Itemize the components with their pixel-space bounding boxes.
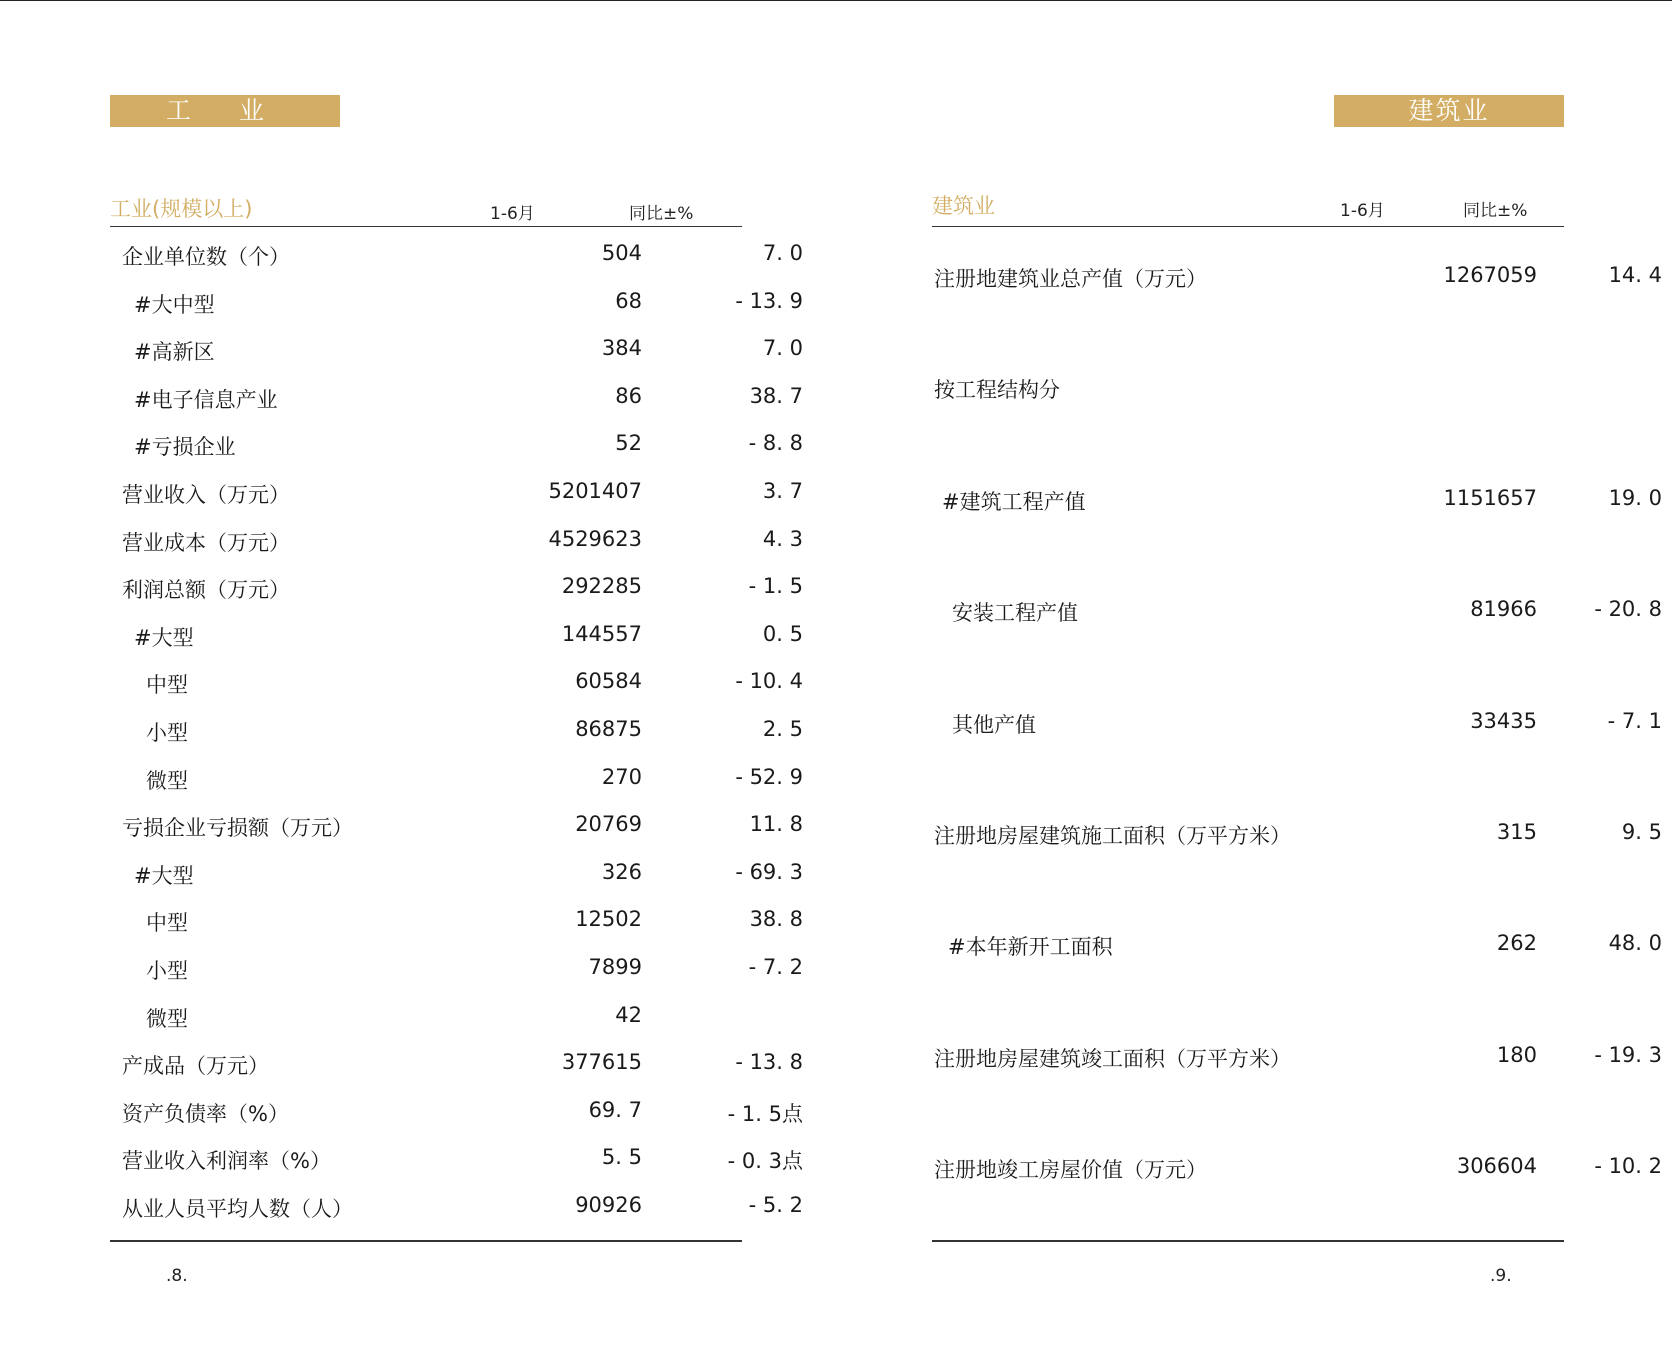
table-row — [110, 1183, 803, 1231]
table-row — [110, 612, 803, 660]
table-caption: 工业(规模以上) — [110, 197, 253, 221]
row-value-period: 20769 — [575, 812, 642, 837]
row-value-period: 377615 — [561, 1050, 642, 1075]
row-value-yoy: 7. 0 — [762, 241, 803, 265]
row-value-yoy: 2. 5 — [762, 716, 803, 741]
row-label: #电子信息产业 — [134, 387, 278, 412]
row-label: #本年新开工面积 — [948, 935, 1113, 960]
row-label: 小型 — [146, 958, 188, 983]
row-value-period: 326 — [601, 859, 642, 884]
table-row — [110, 707, 803, 755]
table-caption: 建筑业 — [932, 194, 995, 218]
table-row — [110, 279, 803, 327]
table-row — [932, 881, 1662, 992]
row-label: 中型 — [146, 673, 188, 698]
row-label: 微型 — [146, 768, 188, 793]
row-value-yoy: 48. 0 — [1608, 931, 1662, 956]
row-value-yoy: 9. 5 — [1621, 819, 1662, 844]
table-row — [932, 993, 1662, 1104]
row-value-yoy: 38. 8 — [749, 907, 803, 932]
row-value-period: 86875 — [575, 716, 642, 741]
row-value-period: 86 — [615, 383, 642, 408]
table-row — [110, 374, 803, 422]
row-value-yoy: 4. 3 — [762, 526, 803, 551]
column-header-period: 1-6月 — [490, 204, 535, 224]
table-row — [110, 1040, 803, 1088]
table-body — [932, 213, 1662, 1216]
row-value-period: 12502 — [575, 907, 642, 932]
row-label: #大中型 — [134, 292, 215, 317]
table-row — [110, 945, 803, 993]
row-label: #大型 — [134, 863, 194, 888]
table-row — [110, 850, 803, 898]
table-row — [110, 1135, 803, 1183]
row-value-yoy: - 10. 4 — [735, 669, 803, 694]
row-value-period: 33435 — [1470, 708, 1537, 733]
row-label: 中型 — [146, 911, 188, 936]
row-value-yoy: - 1. 5 — [748, 574, 803, 599]
row-value-yoy: - 69. 3 — [735, 859, 803, 884]
row-value-period: 7899 — [588, 954, 642, 979]
section-banner-construction: 建筑业 — [1334, 95, 1564, 127]
table-row — [932, 213, 1662, 324]
page-number-left: .8. — [166, 1266, 188, 1286]
row-value-period: 384 — [601, 336, 642, 361]
row-value-period: 90926 — [575, 1192, 642, 1217]
table-row — [110, 993, 742, 1041]
row-label: 小型 — [146, 720, 188, 745]
row-label: 营业成本（万元） — [122, 530, 290, 555]
table-row — [110, 1088, 803, 1136]
column-header-yoy: 同比±% — [629, 204, 694, 224]
table-bottom-rule — [110, 1240, 742, 1242]
row-value-yoy: - 7. 1 — [1607, 708, 1662, 733]
row-value-yoy: 19. 0 — [1608, 485, 1662, 510]
page-number-right: .9. — [1490, 1266, 1512, 1286]
table-row — [932, 547, 1662, 658]
row-value-period: 306604 — [1456, 1154, 1537, 1179]
table-row — [110, 659, 803, 707]
row-value-period: 315 — [1496, 819, 1537, 844]
construction-table — [932, 190, 1662, 1216]
row-value-period: 292285 — [561, 574, 642, 599]
row-value-period: 4529623 — [548, 526, 642, 551]
row-value-period: 180 — [1496, 1042, 1537, 1067]
table-row — [932, 659, 1662, 770]
table-row — [110, 897, 803, 945]
row-label: #亏损企业 — [134, 435, 236, 460]
row-value-yoy: - 10. 2 — [1594, 1154, 1662, 1179]
row-label: 企业单位数（个） — [122, 245, 290, 269]
row-value-period: 1267059 — [1443, 263, 1537, 287]
row-value-yoy: - 8. 8 — [748, 431, 803, 456]
row-value-period: 69. 7 — [588, 1097, 642, 1122]
table-row — [110, 326, 803, 374]
row-label: 按工程结构分 — [934, 378, 1060, 403]
row-value-period: 1151657 — [1443, 485, 1537, 510]
row-value-period: 262 — [1496, 931, 1537, 956]
table-row — [110, 755, 803, 803]
top-border — [0, 0, 1672, 1]
row-label: #建筑工程产值 — [942, 489, 1086, 514]
row-value-period: 144557 — [561, 621, 642, 646]
row-value-period: 270 — [601, 764, 642, 789]
row-value-yoy: 3. 7 — [762, 478, 803, 503]
row-value-yoy: - 7. 2 — [748, 954, 803, 979]
row-label: 亏损企业亏损额（万元） — [122, 816, 353, 841]
row-value-yoy: - 19. 3 — [1594, 1042, 1662, 1067]
row-label: 注册地房屋建筑竣工面积（万平方米） — [934, 1046, 1291, 1071]
industry-table — [110, 190, 803, 1230]
table-row — [110, 231, 803, 279]
row-label: 营业收入利润率（%） — [122, 1149, 331, 1174]
row-value-period: 504 — [601, 241, 642, 265]
table-row — [110, 517, 803, 565]
row-value-yoy: - 52. 9 — [735, 764, 803, 789]
table-row — [932, 324, 1564, 435]
row-label: #高新区 — [134, 340, 215, 365]
row-label: 安装工程产值 — [952, 601, 1078, 626]
row-label: 从业人员平均人数（人） — [122, 1196, 353, 1221]
table-row — [110, 564, 803, 612]
row-value-period: 60584 — [575, 669, 642, 694]
row-label: 利润总额（万元） — [122, 578, 290, 603]
row-value-yoy: - 1. 5点 — [727, 1101, 803, 1126]
row-value-yoy: - 5. 2 — [748, 1192, 803, 1217]
row-value-yoy: 0. 5 — [762, 621, 803, 646]
row-value-yoy: 11. 8 — [749, 812, 803, 837]
row-value-yoy: 38. 7 — [749, 383, 803, 408]
table-bottom-rule — [932, 1240, 1564, 1242]
table-body — [110, 227, 803, 1230]
row-label: 产成品（万元） — [122, 1054, 269, 1079]
table-header — [110, 190, 742, 227]
row-value-yoy: - 0. 3点 — [727, 1149, 803, 1174]
row-value-yoy: - 13. 9 — [735, 288, 803, 313]
section-banner-industry: 工 业 — [110, 95, 340, 127]
row-label: 微型 — [146, 1006, 188, 1031]
row-value-period: 52 — [615, 431, 642, 456]
table-row — [110, 421, 803, 469]
row-label: #大型 — [134, 625, 194, 650]
row-value-period: 81966 — [1470, 597, 1537, 622]
row-value-yoy: - 13. 8 — [735, 1050, 803, 1075]
table-row — [932, 436, 1662, 547]
row-label: 营业收入（万元） — [122, 482, 290, 507]
table-row — [110, 469, 803, 517]
row-label: 资产负债率（%） — [122, 1101, 289, 1126]
row-value-period: 68 — [615, 288, 642, 313]
table-row — [110, 802, 803, 850]
table-row — [932, 1104, 1662, 1215]
table-row — [932, 770, 1662, 881]
row-label: 其他产值 — [952, 712, 1036, 737]
row-value-yoy: 7. 0 — [762, 336, 803, 361]
row-label: 注册地房屋建筑施工面积（万平方米） — [934, 823, 1291, 848]
column-header-period: 1-6月 — [1340, 201, 1385, 221]
row-label: 注册地竣工房屋价值（万元） — [934, 1158, 1207, 1183]
row-value-yoy: - 20. 8 — [1594, 597, 1662, 622]
row-value-period: 5201407 — [548, 478, 642, 503]
row-value-yoy: 14. 4 — [1608, 263, 1662, 287]
row-value-period: 5. 5 — [601, 1145, 642, 1170]
row-label: 注册地建筑业总产值（万元） — [934, 267, 1207, 291]
row-value-period: 42 — [615, 1002, 642, 1027]
column-header-yoy: 同比±% — [1463, 201, 1528, 221]
